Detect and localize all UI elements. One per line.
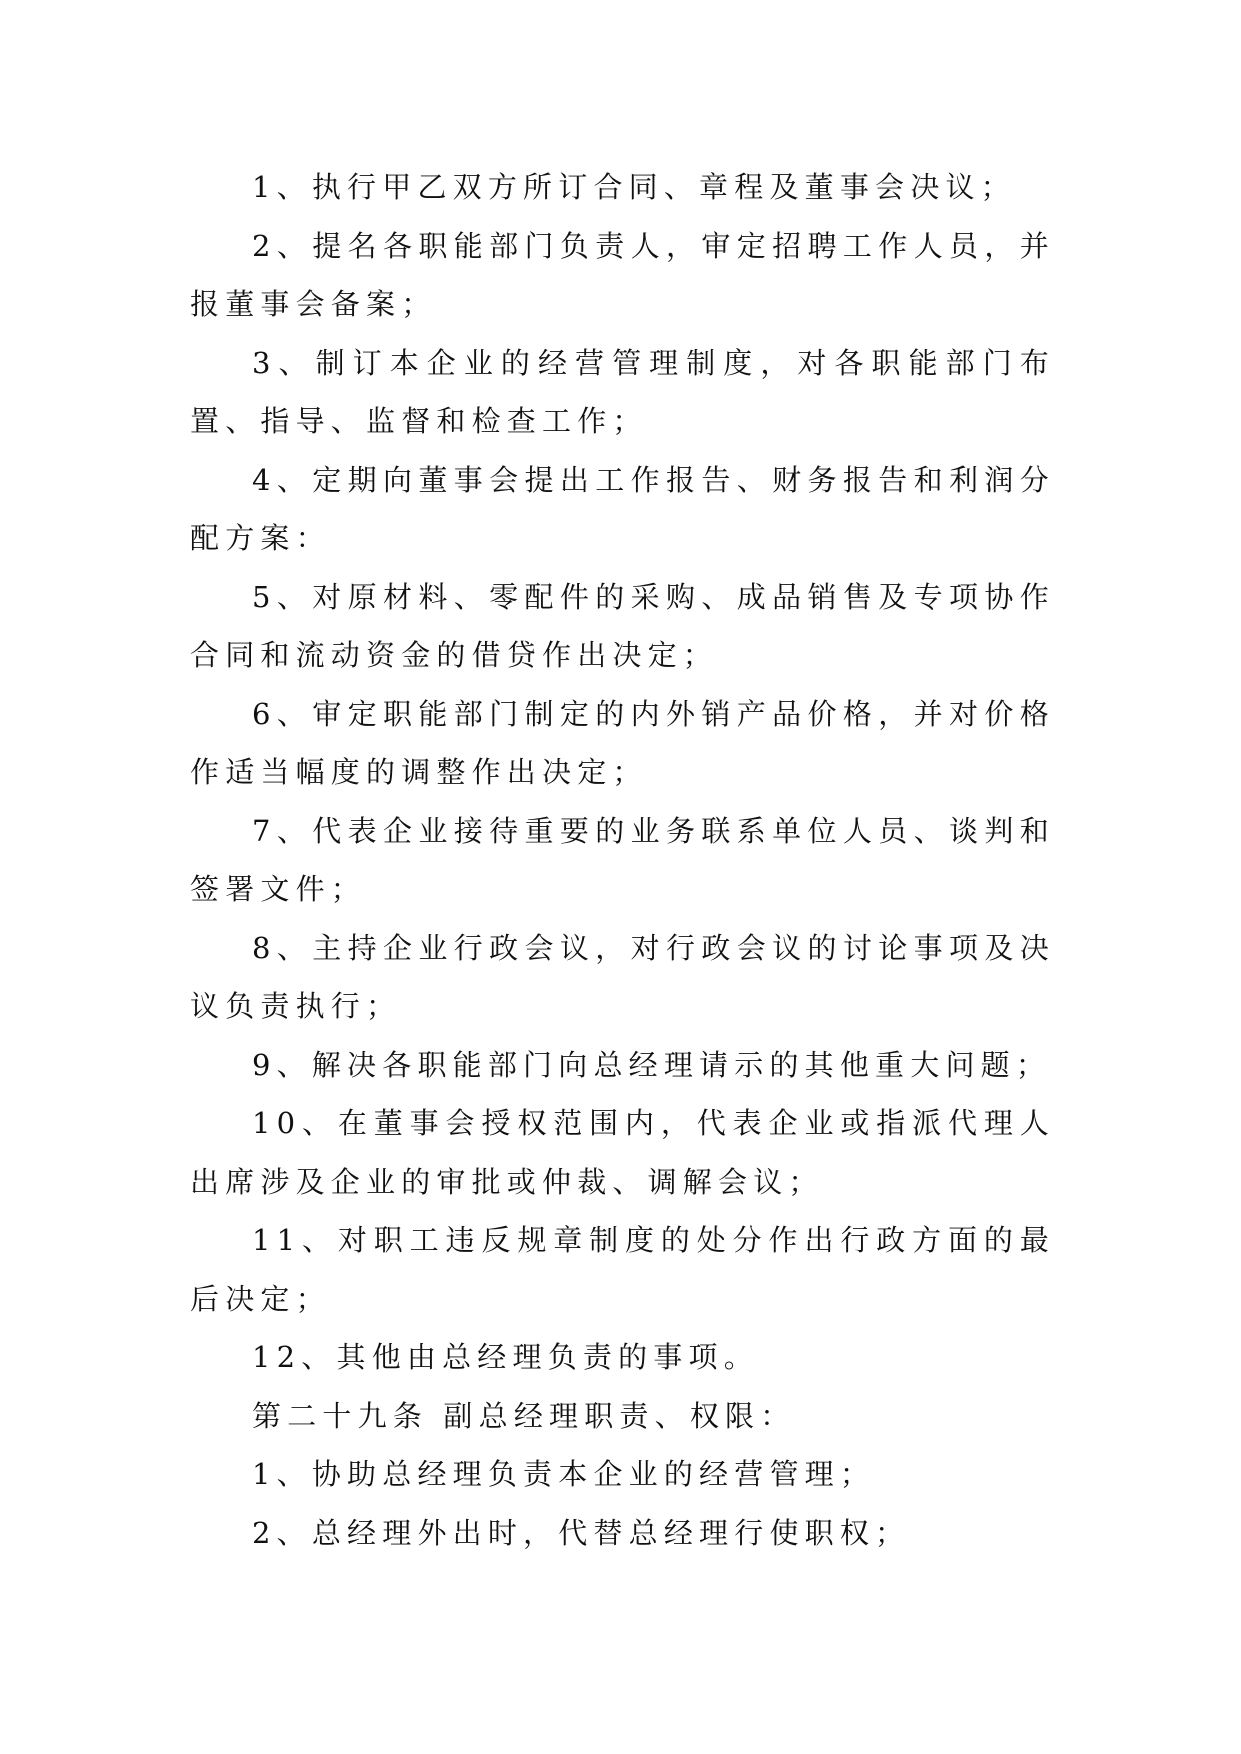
paragraph-item-3: 3、制订本企业的经营管理制度，对各职能部门布置、指导、监督和检查工作； [190, 345, 1055, 438]
paragraph-item-2: 2、提名各职能部门负责人，审定招聘工作人员，并报董事会备案； [190, 228, 1055, 321]
paragraph-item-4: 4、定期向董事会提出工作报告、财务报告和利润分配方案： [190, 462, 1055, 555]
paragraph-item-9: 9、解决各职能部门向总经理请示的其他重大问题； [252, 1047, 1052, 1082]
document-body [190, 158, 1055, 1562]
paragraph-item-1: 1、执行甲乙双方所订合同、章程及董事会决议； [252, 170, 1016, 204]
paragraph-item-12: 12、其他由总经理负责的事项。 [252, 1340, 759, 1374]
paragraph-item-7: 7、代表企业接待重要的业务联系单位人员、谈判和签署文件； [190, 813, 1055, 906]
paragraph-item-10: 10、在董事会授权范围内，代表企业或指派代理人出席涉及企业的审批或仲裁、调解会议； [190, 1106, 1055, 1199]
paragraph-item-5: 5、对原材料、零配件的采购、成品销售及专项协作合同和流动资金的借贷作出决定； [190, 579, 1055, 672]
paragraph-deputy-item-1: 1、协助总经理负责本企业的经营管理； [252, 1457, 876, 1491]
paragraph-item-11: 11、对职工违反规章制度的处分作出行政方面的最后决定； [190, 1223, 1055, 1316]
paragraph-item-8: 8、主持企业行政会议，对行政会议的讨论事项及决议负责执行； [190, 930, 1055, 1023]
paragraph-item-6: 6、审定职能部门制定的内外销产品价格，并对价格作适当幅度的调整作出决定； [190, 696, 1055, 789]
article-29-heading: 第二十九条 副总经理职责、权限： [252, 1398, 796, 1433]
paragraph-deputy-item-2: 2、总经理外出时，代替总经理行使职权； [252, 1515, 911, 1550]
